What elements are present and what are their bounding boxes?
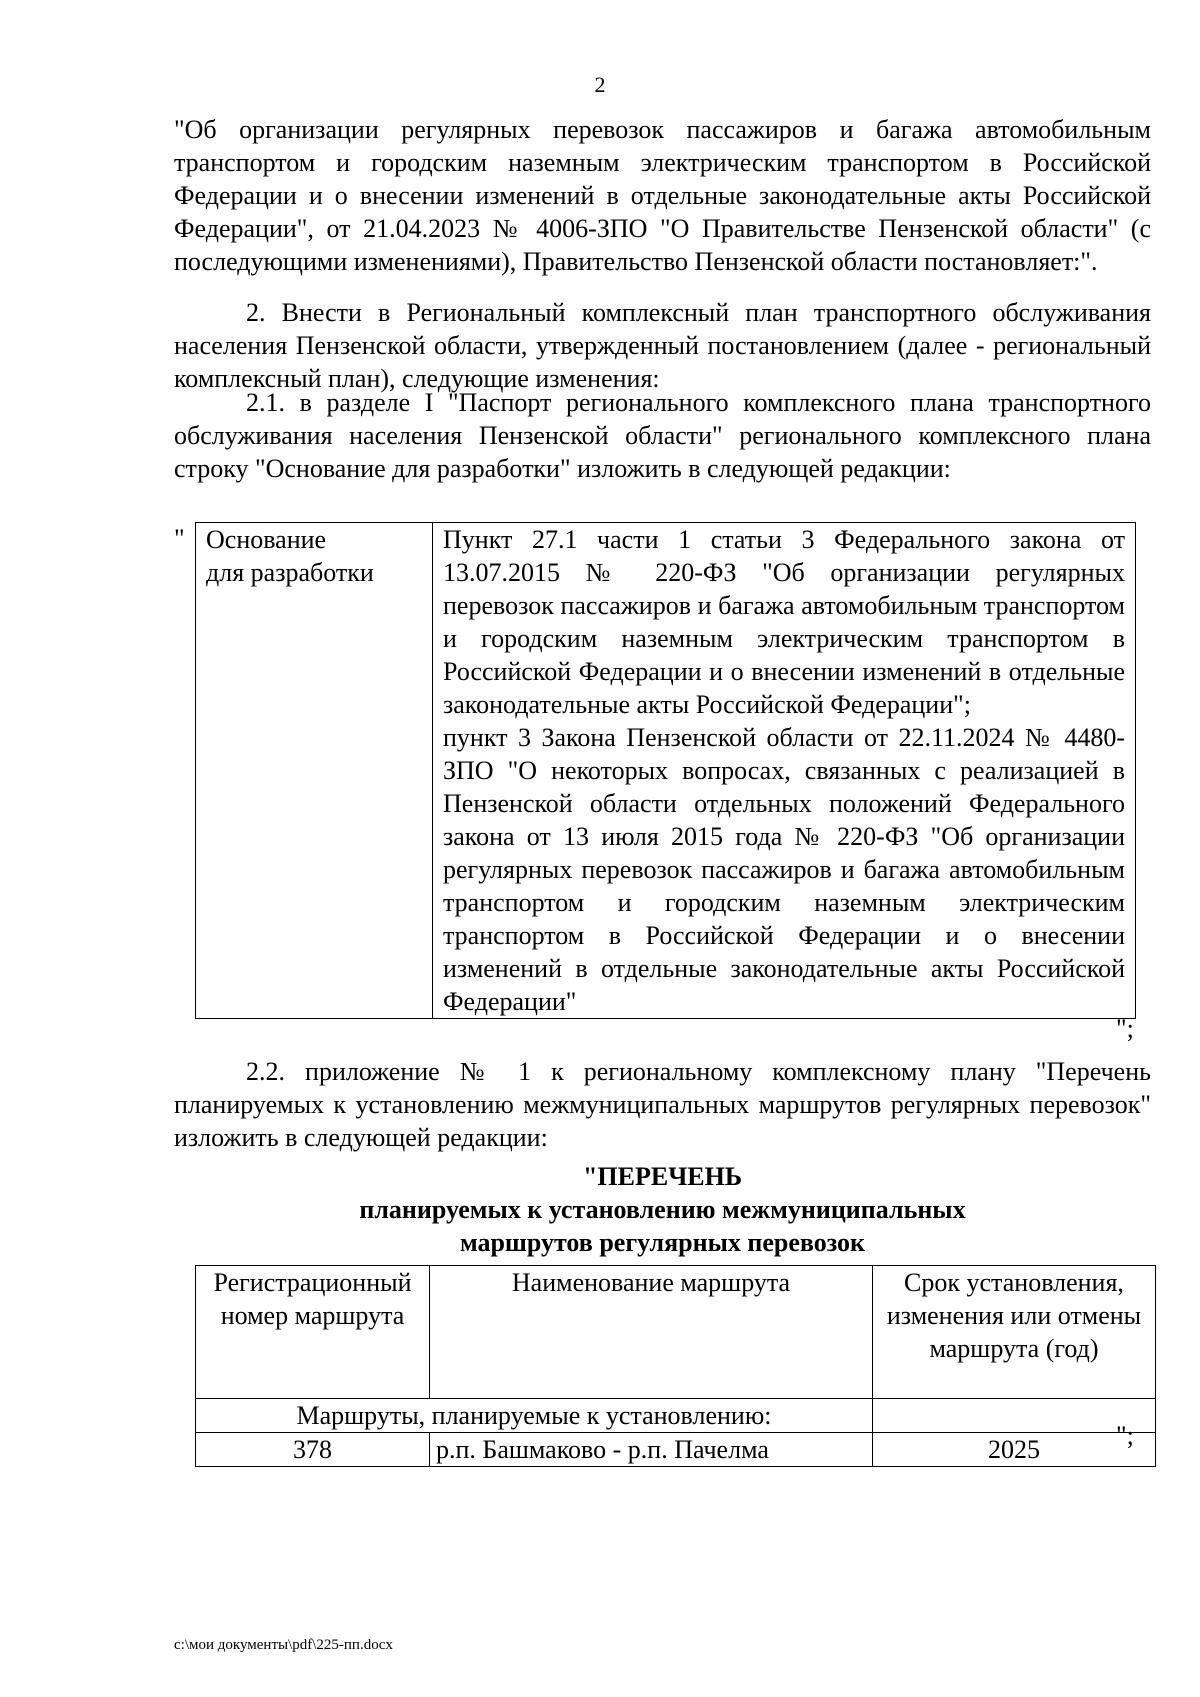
item-2-paragraph: 2. Внести в Региональный комплексный план транспортного обслуживания населения Пензенской области, утвержденный постановлением (далее - региональный комплексный план), следующие изменения: bbox=[174, 298, 1151, 393]
basis-table bbox=[195, 522, 1136, 1019]
basis-content-cell bbox=[433, 523, 1136, 1019]
basis-content-p1: Пункт 27.1 части 1 статьи 3 Федерального закона от 13.07.2015 № 220-ФЗ "Об организации регулярных перевозок пассажиров и багажа автомобильным транспортом и городским наземным электрическим транспортом в Российской Федерации и о внесении изменений в отдельные законодательные акты Российской Федерации"; bbox=[443, 525, 1125, 719]
list-title-line3: маршрутов регулярных перевозок bbox=[459, 1228, 866, 1257]
basis-table-row bbox=[196, 523, 1136, 1019]
section-label-cell: Маршруты, планируемые к установлению: bbox=[196, 1399, 873, 1433]
intro-paragraph: "Об организации регулярных перевозок пассажиров и багажа автомобильным транспортом и городским наземным электрическим транспортом в Российской Федерации и о внесении изменений в отдельные законодательные акты Российской Федерации", от 21.04.2023 № 4006-ЗПО "О Правительстве Пензенской области" (с последующими изменениями), Правительство Пензенской области постановляет:". bbox=[174, 115, 1151, 276]
header-term: Срок установления, изменения или отмены маршрута (год) bbox=[873, 1266, 1156, 1399]
list-title-line2: планируемых к установлению межмуниципальных bbox=[359, 1195, 966, 1224]
basis-label-cell bbox=[196, 523, 433, 1019]
table1-open-quote: " bbox=[174, 524, 185, 553]
route-number-cell: 378 bbox=[196, 1433, 430, 1467]
item-2-1-paragraph: 2.1. в разделе I "Паспорт регионального комплексного плана транспортного обслуживания населения Пензенской области" регионального комплексного плана строку "Основание для разработки" изложить в следующей редакции: bbox=[174, 388, 1151, 483]
table1-close-quote: "; bbox=[1116, 1014, 1134, 1043]
list-title-line1: "ПЕРЕЧЕНЬ bbox=[582, 1162, 743, 1191]
basis-label-line2: для разработки bbox=[206, 558, 374, 587]
route-year-cell: 2025 bbox=[873, 1433, 1156, 1467]
footer-file-path: c:\мои документы\pdf\225-пп.docx bbox=[174, 1637, 393, 1653]
basis-label-line1: Основание bbox=[206, 525, 327, 554]
item-2-2-paragraph: 2.2. приложение № 1 к региональному комплексному плану "Перечень планируемых к установлению межмуниципальных маршрутов регулярных перевозок" изложить в следующей редакции: bbox=[174, 1057, 1151, 1152]
page-number: 2 bbox=[594, 72, 606, 97]
routes-table bbox=[195, 1265, 1156, 1467]
route-name-cell: р.п. Башмаково - р.п. Пачелма bbox=[430, 1433, 873, 1467]
table2-close-quote: "; bbox=[1116, 1421, 1134, 1450]
header-reg-number: Регистрационный номер маршрута bbox=[196, 1266, 430, 1399]
header-route-name: Наименование маршрута bbox=[430, 1266, 873, 1399]
routes-table-header-row bbox=[196, 1266, 1156, 1399]
routes-table-section-row bbox=[196, 1399, 1156, 1433]
table-row bbox=[196, 1433, 1156, 1467]
basis-content-p2: пункт 3 Закона Пензенской области от 22.11.2024 № 4480-ЗПО "О некоторых вопросах, связанных с реализацией в Пензенской области отдельных положений Федерального закона от 13 июля 2015 года № 220-ФЗ "Об организации регулярных перевозок пассажиров и багажа автомобильным транспортом и городским наземным электрическим транспортом в Российской Федерации и о внесении изменений в отдельные законодательные акты Российской Федерации" bbox=[443, 723, 1125, 1016]
section-empty-cell bbox=[873, 1399, 1156, 1433]
